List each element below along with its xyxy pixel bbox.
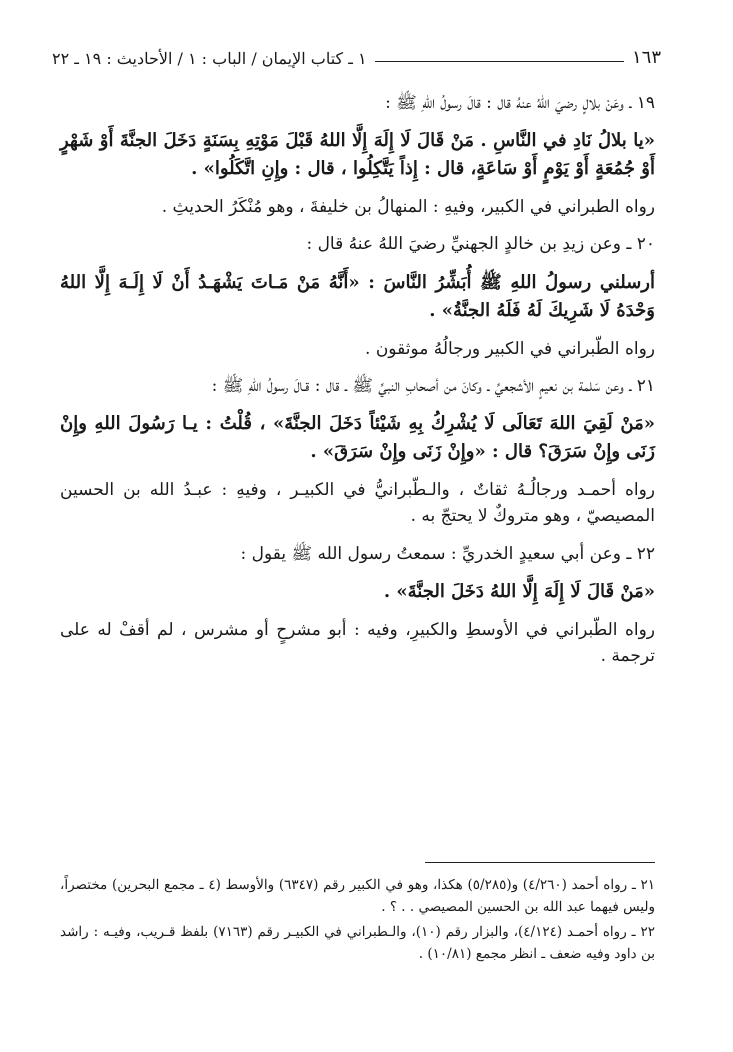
hadith-22-intro: ٢٢ ـ وعن أبي سعيدٍ الخدريِّ : سمعتُ رسول الله ﷺ يقول : [240,543,655,564]
footnote-21: ٢١ ـ رواه أحمد (٤/٢٦٠) و(٥/٢٨٥) هكذا، وهو في الكبير رقم (٦٣٤٧) والأوسط (٤ ـ مجمع البحرين) مختصراً، وليس فيهما عبد الله بن الحسين المصيصي . . ؟ . [60,877,655,915]
hadith-20-source: رواه الطّبراني في الكبير ورجالُهُ موثقون . [365,338,655,359]
main-text [60,90,655,681]
running-header [52,40,661,68]
hadith-21-text: «مَنْ لَقِيَ اللهَ تَعَالَى لَا يُشْرِكُ بِهِ شَيْئاً دَخَلَ الجنَّةَ» ، قُلْتُ : يـا رَسُولَ اللهِ وإِنْ زَنَى وإِنْ سَرَقَ؟ قال : «وإِنْ زَنَى وإِنْ سَرَقَ» . [60,413,655,463]
hadith-21-source: رواه أحمـد ورجالُـهُ ثقاتٌ ، والـطّبرانيُّ في الكبيـر ، وفيهِ : عبـدُ الله بن الحسين المصيصيّ ، وهو متروكٌ لا يحتجّ به . [60,480,655,527]
page-number: ١٦٣ [631,47,661,68]
hadith-20-intro: ٢٠ ـ وعن زيدِ بن خالدٍ الجهنيِّ رضيَ اللهُ عنهُ قال : [306,234,655,255]
hadith-19-text: «يا بلالُ نَادِ في النَّاسِ . مَنْ قَالَ لَا إِلَهَ إِلَّا اللهُ قَبْلَ مَوْتِهِ بِسَنَةٍ دَخَلَ الجنَّةَ أَوْ شَهْرٍ أَوْ جُمُعَةٍ أَوْ يَوْمٍ أَوْ سَاعَةٍ، قال : إِذاً يَتَّكِلُوا ، قال : وإِنِ اتَّكَلُوا» . [60,130,655,180]
hadith-21-intro: ٢١ ـ وعن سَلمة بن نعيمٍ الأشجعيِّ ـ وكانَ من أصحابِ النبيِّ ﷺ ـ قال : قـالَ رسولُ اللهِ ﷺ : [211,375,655,396]
hadith-20-text: أرسلني رسولُ اللهِ ﷺ أُبَشِّرُ النَّاسَ : «أَنَّهُ مَنْ مَـاتَ يَشْهَـدُ أَنْ لَا إِلَـهَ إِلَّا اللهُ وَحْدَهُ لَا شَرِيكَ لَهُ فَلَهُ الجنَّةُ» . [60,271,655,321]
hadith-19-source: رواه الطبراني في الكبير، وفيهِ : المنهالُ بن خليفةَ ، وهو مُنْكَرُ الحديثِ . [161,197,655,218]
footnotes [60,862,655,969]
footnote-22: ٢٢ ـ رواه أحمـد (٤/١٢٤)، والبزار رقم (١٠)، والـطبراني في الكبيـر رقم (٧١٦٣) بلفظ قـريب، وفيـه : راشد بن داود وفيه ضعف ـ انظر مجمع (١٠/٨١) . [60,924,656,962]
hadith-19-intro: ١٩ ـ وعَنْ بلالٍ رضيَ اللهُ عنهُ قال : قالَ رسولُ اللهِ ﷺ : [385,93,655,113]
footnote-rule [425,862,655,863]
header-title: ١ ـ كتاب الإيمان / الباب : ١ / الأحاديث : ١٩ ـ ٢٢ [52,49,367,68]
hadith-22-text: «مَنْ قَالَ لَا إِلَهَ إِلَّا اللهُ دَخَلَ الجنَّةَ» . [383,581,655,603]
hadith-22-source: رواه الطّبراني في الأوسطِ والكبيرِ، وفيه : أبو مشرحٍ أو مشرس ، لم أقفْ له على ترجمة . [60,619,655,667]
header-rule [375,61,624,62]
